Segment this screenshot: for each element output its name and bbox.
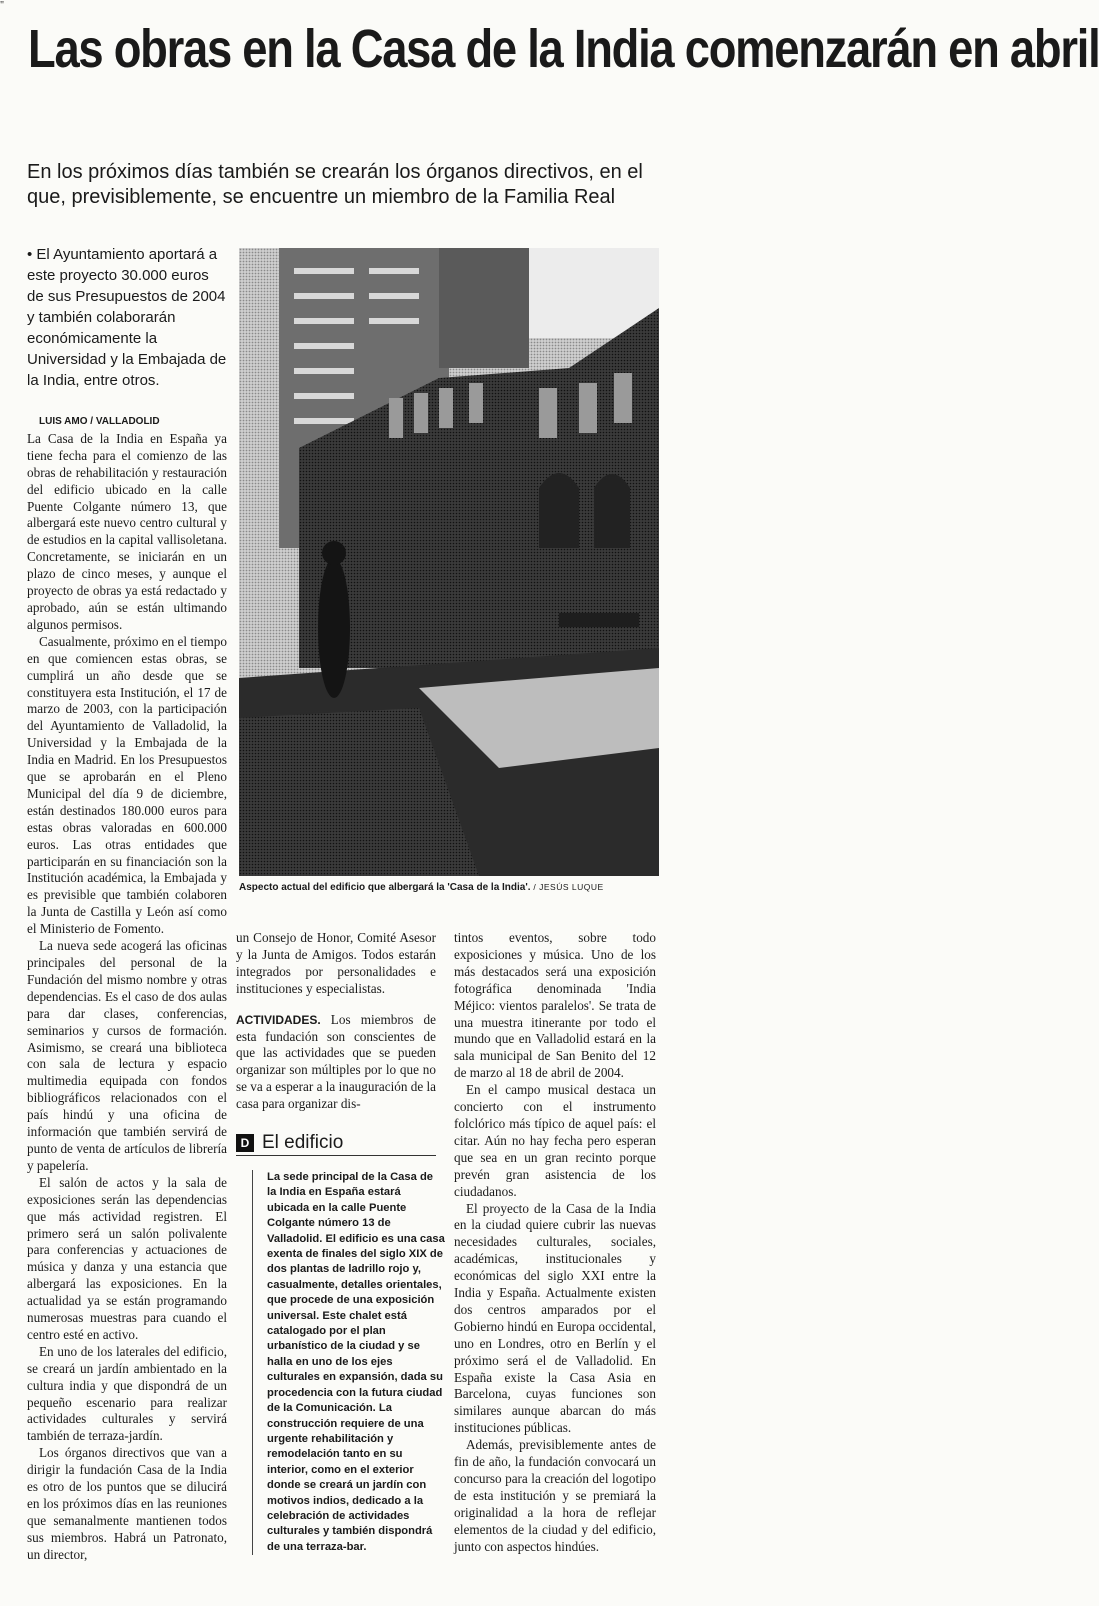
divider [236, 1155, 436, 1156]
paragraph: La Casa de la India en España ya tiene fecha para el comienzo de las obras de rehabilitación y restauración del edificio ubicado en la calle Puente Colgante número 13, que albergará este nuevo centro cultural y de estudios en la capital vallisoletana. Concretamente, se iniciarán en un plazo de cinco meses, y aunque el proyecto de obras ya está redactado y aprobado, aún se están ultimando algunos permisos. [27, 430, 227, 632]
subhead: En los próximos días también se crearán los órganos directivos, en el que, previsiblemente, se encuentre un miembro de la Familia Real [27, 161, 643, 208]
paragraph: La nueva sede acogerá las oficinas principales del personal de la Fundación del mismo nombre y otras dependencias. Es el caso de dos aulas para dar clases, conferencias, seminarios y cursos de formación. Asimismo, se creará una biblioteca con sala de lectura y espacio multimedia equipada con fondos bibliográficos relacionados con el país hindú y una oficina de información que también servirá de punto de venta de artículos de librería y papelería. [27, 938, 227, 1173]
column-3 [454, 930, 656, 1556]
sidebar-box-title [236, 1132, 343, 1154]
paragraph: El proyecto de la Casa de la India en la ciudad quiere cubrir las nuevas necesidades culturales, sociales, académicas, institucionales y económicas del siglo XXI entre la India y España. Actualmente existen dos centros amparados por el Gobierno hindú en Europa occidental, uno en Londres, otro en Berlín y el próximo será el de Valladolid. En España existe la Casa Asia en Barcelona, cuyas funciones son similares aunque abarcan do más instituciones públicas. [454, 1200, 656, 1436]
headline: Las obras en la Casa de la India comenzarán en abril [28, 19, 1099, 79]
section-text: Los miembros de esta fundación son conscientes de que las actividades que se pueden organizar son múltiples por lo que no se va a esperar a la inauguración de la casa para organizar dis- [236, 1011, 436, 1112]
paragraph: El salón de actos y la sala de exposiciones serán las dependencias que más actividad registren. El primero será un salón polivalente para conferencias y actuaciones de música y danza y una estancia que albergará las exposiciones. En la actualidad ya se están programando numerosas muestras para cuando el centro esté en activo. [27, 1174, 227, 1342]
sidebar-box-text: La sede principal de la Casa de la India en España estará ubicada en la calle Puente Colgante número 13 de Valladolid. El edificio es una casa exenta de finales del siglo XIX de dos plantas de ladrillo rojo y, casualmente, detalles orientales, que procede de una exposición universal. Este chalet está catalogado por el plan urbanístico de la ciudad y se halla en uno de los ejes culturales en expansión, dada su procedencia con la futura ciudad de la Comunicación. La construcción requiere de una urgente rehabilitación y remodelación tanto en su interior, como en el exterior donde se creará un jardín con motivos indios, dedicado a la celebración de actividades culturales y también dispondrá de una terraza-bar. [252, 1170, 445, 1555]
column-1 [27, 414, 227, 1564]
paragraph: tintos eventos, sobre todo exposiciones y música. Uno de los más destacados será una exposición fotográfica denominada 'India Méjico: vientos paralelos'. Se trata de una muestra itinerante por todo el mundo que en Valladolid estará en la sala municipal de San Benito del 12 de marzo al 18 de abril de 2004. [454, 930, 656, 1081]
paragraph: En el campo musical destaca un concierto con el instrumento folclórico más típico de aquel país: el citar. Aún no hay fecha pero esperan que sea en un gran recinto porque prevén gran asistencia de los ciudadanos. [454, 1082, 656, 1199]
lead-summary: • El Ayuntamiento aportará a este proyecto 30.000 euros de sus Presupuestos de 2004 y también colaborarán económicamente la Universidad y la Embajada de la India, entre otros. [27, 246, 227, 389]
paragraph: un Consejo de Honor, Comité Asesor y la Junta de Amigos. Todos estarán integrados por personalidades e instituciones y especialistas. [236, 930, 436, 996]
building-photo [239, 248, 659, 876]
paragraph [236, 1012, 436, 1113]
paragraph: Casualmente, próximo en el tiempo en que comiencen estas obras, se cumplirá un año desde que se constituyera esta Institución, el 17 de marzo de 2003, con la participación del Ayuntamiento de Valladolid, la Universidad y la Embajada de la India en Madrid. En los Presupuestos que se aprobarán en el Pleno Municipal del día 9 de diciembre, están destinados 180.000 euros para estas obras valoradas en 600.000 euros. Las otras entidades que participarán en su financiación son la Institución académica, la Embajada y es previsible que también colaboren la Junta de Castilla y León así como el Ministerio de Fomento. [27, 633, 227, 937]
building-illustration [239, 248, 659, 876]
corner-mark: " [0, 0, 5, 11]
caption-text: Aspecto actual del edificio que albergará la 'Casa de la India'. [239, 882, 531, 893]
photo-caption [239, 882, 679, 893]
section-head: ACTIVIDADES. [236, 1012, 321, 1027]
paragraph: En uno de los laterales del edificio, se creará un jardín ambientado en la cultura india y que dispondrá de un pequeño escenario para realizar actividades culturales y servirá también de terraza-jardín. [27, 1343, 227, 1444]
byline: LUIS AMO / VALLADOLID [39, 416, 160, 427]
newspaper-logo-icon: D [236, 1134, 254, 1152]
photo-credit: / JESÚS LUQUE [530, 882, 604, 892]
sidebar-box-heading: El edificio [262, 1132, 344, 1153]
paragraph: Además, previsiblemente antes de fin de año, la fundación convocará un concurso para la creación del logotipo de esta institución y se premiará la originalidad a la hora de reflejar elementos de la ciudad y del edificio, junto con aspectos hindúes. [454, 1437, 656, 1554]
paragraph: Los órganos directivos que van a dirigir la fundación Casa de la India es otro de los puntos que se dilucirá en los próximos días en las reuniones que semanalmente mantienen todos sus miembros. Habrá un Patronato, un director, [27, 1445, 227, 1562]
column-2 [236, 930, 436, 1113]
